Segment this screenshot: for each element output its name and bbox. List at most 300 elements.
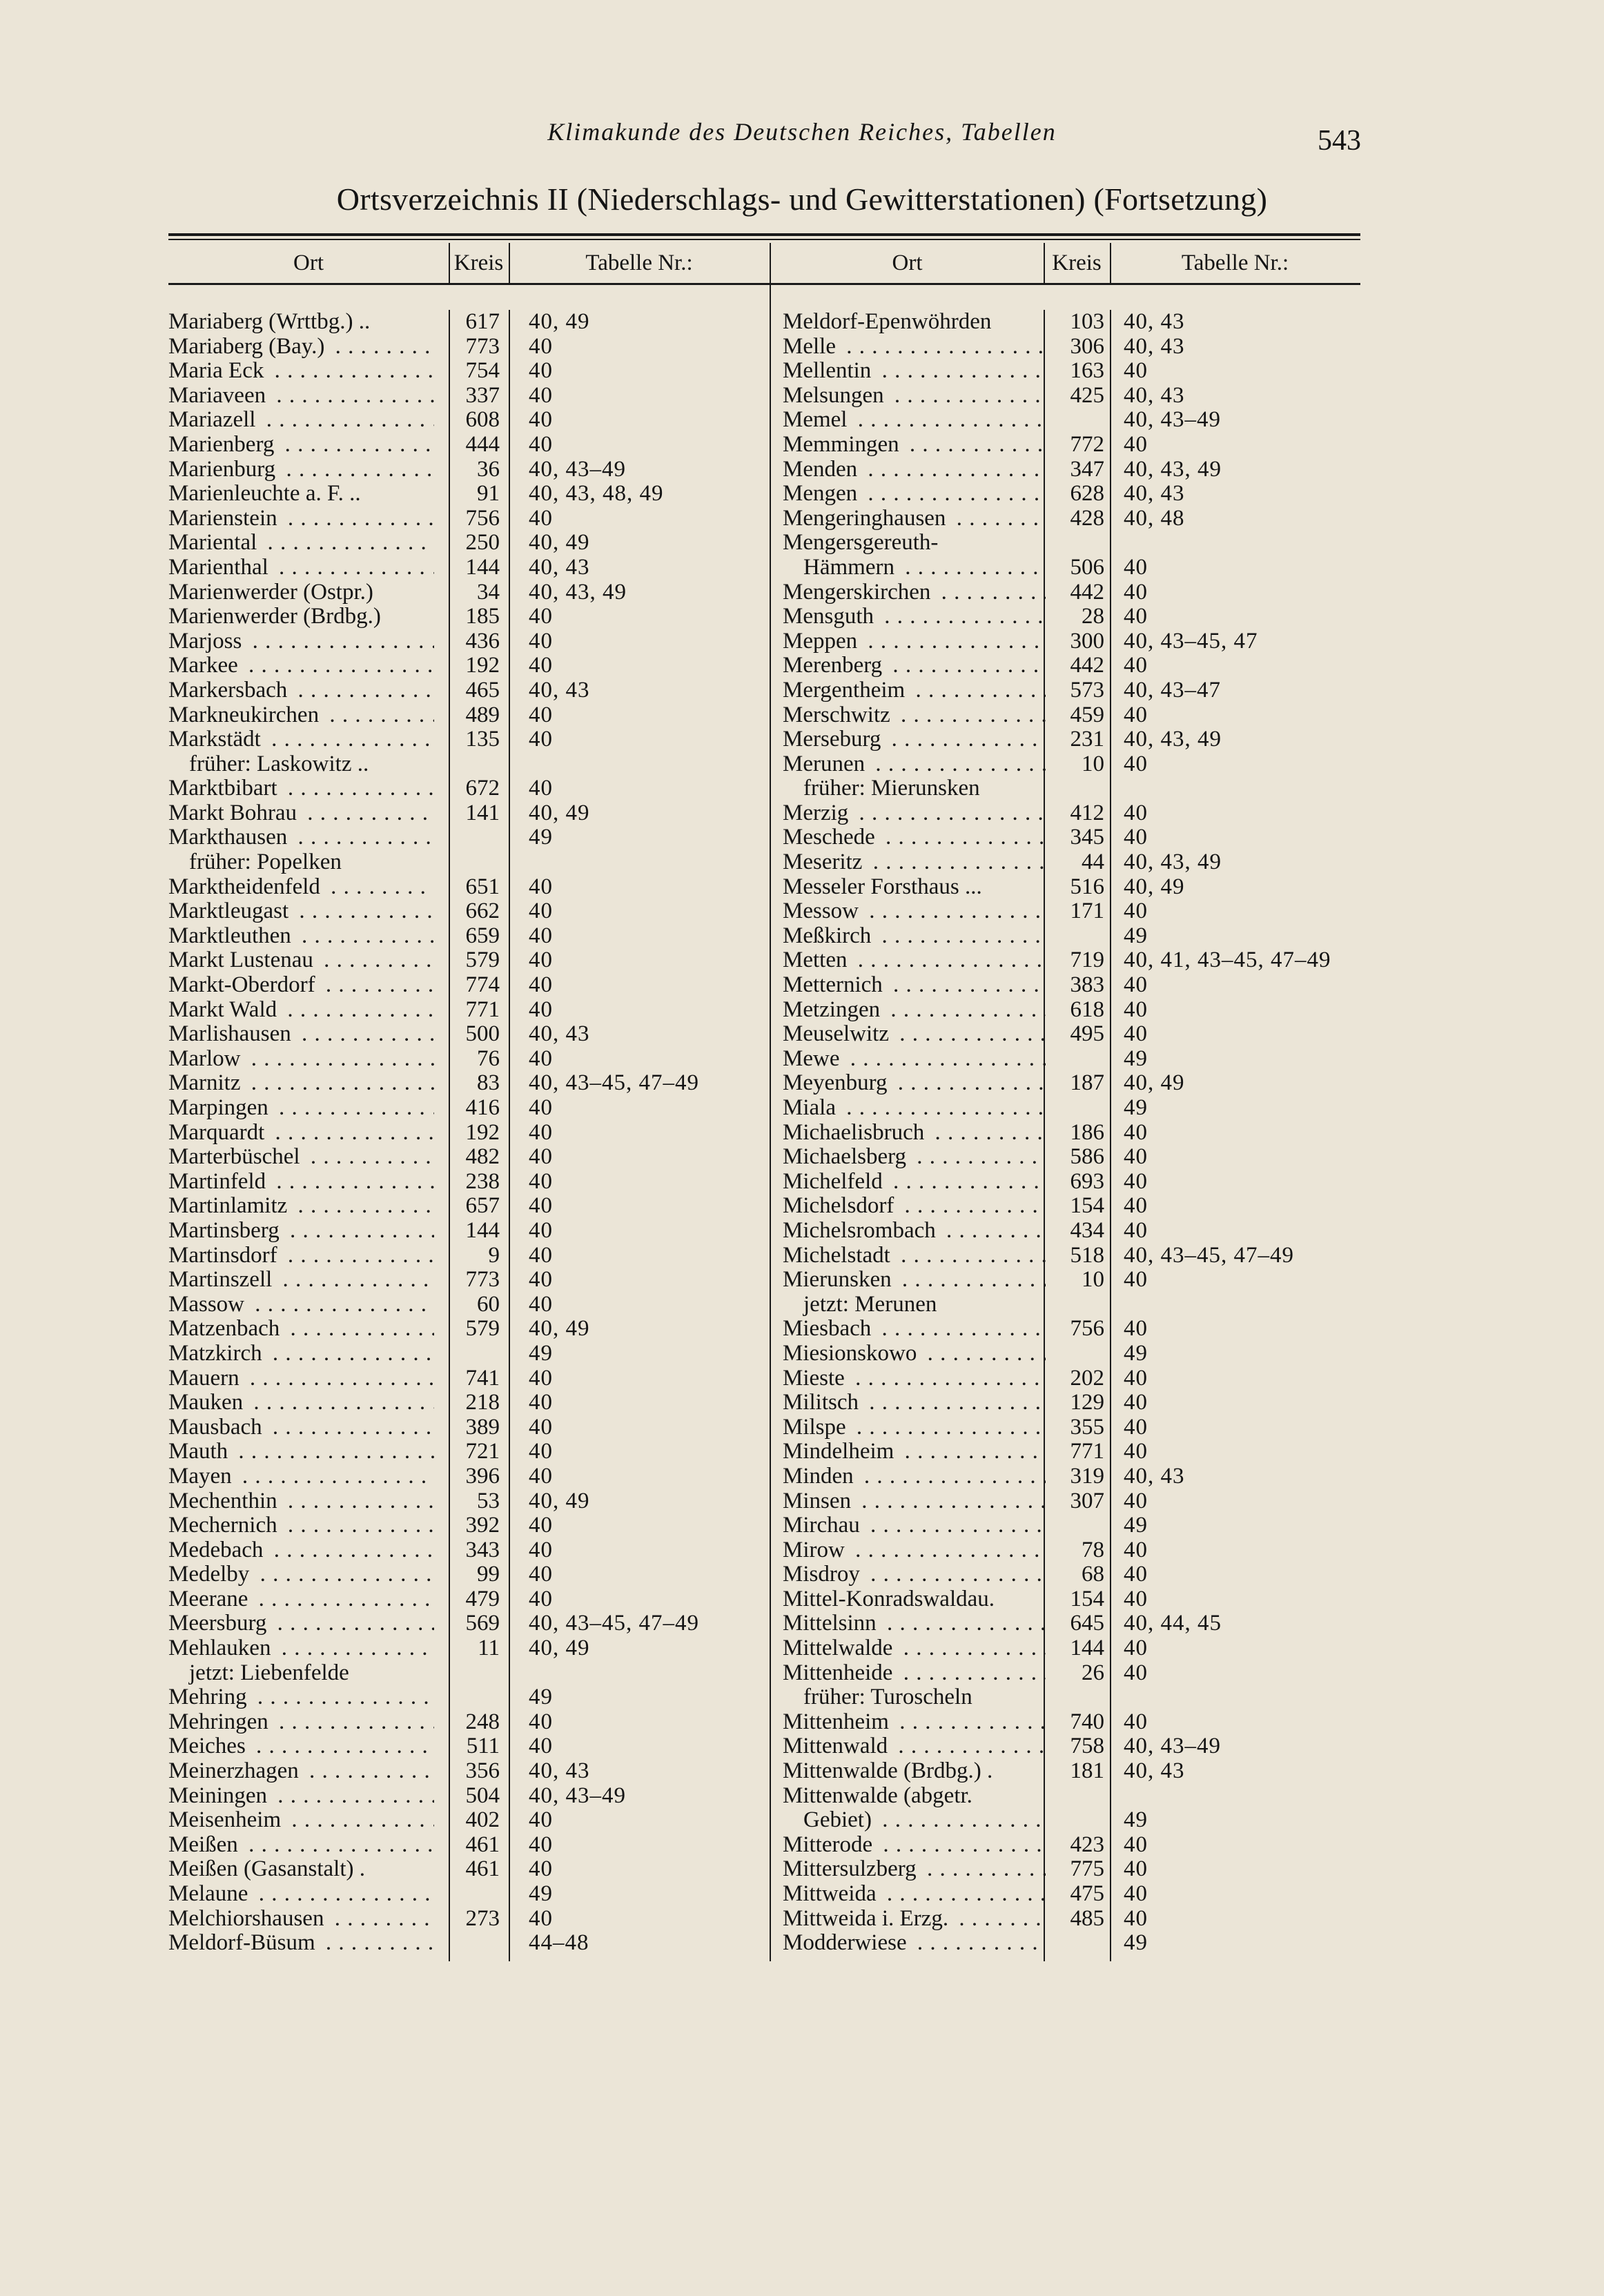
place-name: [168, 1784, 434, 1809]
place-name: [783, 384, 1046, 409]
place-name: [168, 1096, 434, 1121]
kreis-number: 218: [465, 1390, 500, 1415]
left-kreis-body-right: [509, 310, 510, 1961]
place-name-text: Mariental: [168, 531, 261, 555]
table-numbers: 40, 43, 49: [1124, 850, 1222, 875]
kreis-number: 248: [465, 1709, 500, 1734]
place-name-text: Marienwerder (Brdbg.): [168, 605, 385, 629]
place-name-text: Meppen: [783, 629, 861, 654]
kreis-number: 347: [1070, 456, 1104, 482]
place-name-text: früher: Turoscheln: [803, 1685, 977, 1709]
place-name-text: Mittersulzberg: [783, 1857, 921, 1881]
place-name-text: Meseritz: [783, 850, 866, 874]
place-name-text: Meisenheim: [168, 1808, 285, 1832]
place-name-text: Melsungen: [783, 384, 888, 408]
place-name-text: Marquardt: [168, 1121, 268, 1145]
place-name-text: Marienthal: [168, 556, 273, 580]
place-name-text: Menden: [783, 458, 861, 482]
place-name: [168, 948, 434, 973]
place-name-text: Marktheidenfeld: [168, 875, 324, 899]
place-name: [168, 1071, 434, 1096]
kreis-number: 506: [1070, 554, 1104, 580]
table-numbers: 40: [529, 1267, 553, 1293]
right-kreis-body-right: [1110, 310, 1111, 1961]
place-name-text: Mengersgereuth-: [783, 531, 942, 555]
table-numbers: 40: [1124, 1316, 1148, 1342]
kreis-number: 573: [1070, 677, 1104, 703]
place-name-text: Melle: [783, 335, 840, 359]
table-numbers: 40: [529, 431, 553, 457]
table-numbers: 49: [529, 1881, 553, 1906]
table-numbers: 40: [529, 358, 553, 384]
header-ort-right: Ort: [892, 251, 923, 275]
kreis-number: 171: [1070, 899, 1104, 924]
place-name-text: Miesbach: [783, 1317, 875, 1341]
place-name: [168, 1808, 434, 1833]
kreis-number: 672: [465, 776, 500, 801]
kreis-number: 645: [1070, 1611, 1104, 1636]
place-name-text: Mirow: [783, 1538, 849, 1562]
table-numbers: 40, 43: [1124, 481, 1185, 507]
place-name: [783, 335, 1046, 360]
place-name-text: Martinszell: [168, 1268, 276, 1292]
table-numbers: 40, 43: [1124, 1463, 1185, 1489]
place-name-text: Meißen (Gasanstalt) .: [168, 1857, 369, 1881]
place-name-text: Meerane: [168, 1587, 252, 1611]
place-name: [168, 1268, 434, 1293]
kreis-number: 425: [1070, 382, 1104, 408]
table-numbers: 40: [1124, 800, 1148, 825]
place-name-text: Mindelheim: [783, 1440, 898, 1464]
table-numbers: 40: [529, 776, 553, 801]
place-name: [168, 580, 434, 605]
kreis-number: 185: [465, 604, 500, 629]
place-name-text: Medebach: [168, 1538, 267, 1562]
table-numbers: 40: [529, 333, 553, 359]
place-name: [783, 825, 1046, 850]
place-name: [783, 1415, 1046, 1440]
kreis-number: 721: [465, 1439, 500, 1464]
place-name: [168, 605, 434, 629]
kreis-number: 475: [1070, 1881, 1104, 1906]
table-numbers: 40: [529, 1807, 553, 1833]
kreis-number: 383: [1070, 972, 1104, 998]
table-numbers: 40: [1124, 702, 1148, 727]
kreis-number: 34: [477, 579, 500, 605]
place-name-text: Mehring: [168, 1685, 251, 1709]
table-numbers: 40: [1124, 1119, 1148, 1145]
kreis-number: 343: [465, 1537, 500, 1562]
kreis-number: 154: [1070, 1193, 1104, 1219]
kreis-number: 163: [1070, 358, 1104, 384]
table-numbers: 40: [529, 1390, 553, 1415]
place-name-text: Massow: [168, 1293, 248, 1317]
table-numbers: 40: [529, 1414, 553, 1440]
table-numbers: 40: [529, 1537, 553, 1562]
kreis-number: 741: [465, 1365, 500, 1391]
kreis-number: 756: [465, 505, 500, 531]
kreis-number: 774: [465, 972, 500, 998]
place-name: [168, 801, 434, 826]
table-numbers: 40: [529, 1832, 553, 1857]
table-numbers: 40: [529, 1905, 553, 1931]
place-name-text: früher: Popelken: [189, 850, 346, 874]
place-name: [783, 1293, 1046, 1317]
place-name: [168, 335, 434, 360]
place-name: [168, 433, 434, 458]
place-name: [168, 1415, 434, 1440]
place-name-text: Marienstein: [168, 507, 282, 531]
table-numbers: 40: [1124, 1168, 1148, 1194]
kreis-number: 651: [465, 874, 500, 899]
kreis-number: 192: [465, 653, 500, 678]
kreis-number: 83: [477, 1070, 500, 1096]
place-name-text: Merzig: [783, 801, 852, 825]
kreis-number: 569: [465, 1611, 500, 1636]
place-name-text: Markstädt: [168, 727, 265, 752]
table-numbers: 40, 49: [529, 1636, 590, 1661]
table-numbers: 40: [529, 382, 553, 408]
place-name-text: Meiches: [168, 1734, 250, 1758]
table-numbers: 40: [1124, 1586, 1148, 1611]
kreis-number: 202: [1070, 1365, 1104, 1391]
place-name: [168, 1931, 434, 1956]
place-name: [168, 1047, 434, 1072]
table-numbers: 44–48: [529, 1930, 589, 1956]
place-name: [168, 1317, 434, 1342]
table-numbers: 40, 43: [1124, 382, 1185, 408]
table-numbers: 40, 49: [1124, 874, 1185, 899]
place-name: [783, 654, 1046, 678]
place-name: [783, 948, 1046, 973]
place-name-text: Mittenheim: [783, 1710, 893, 1734]
table-numbers: 40: [529, 997, 553, 1022]
table-numbers: 49: [1124, 1930, 1148, 1956]
table-numbers: 40: [1124, 1562, 1148, 1587]
kreis-number: 238: [465, 1168, 500, 1194]
place-name: [168, 1366, 434, 1391]
place-name-text: Maria Eck: [168, 359, 268, 383]
kreis-number: 773: [465, 333, 500, 359]
table-numbers: 40: [529, 653, 553, 678]
place-name-text: Merschwitz: [783, 703, 894, 727]
table-numbers: 49: [1124, 1046, 1148, 1071]
table-top-rule-thick: [168, 233, 1360, 236]
table-numbers: 40, 49: [529, 309, 590, 334]
place-name: [783, 605, 1046, 629]
kreis-number: 319: [1070, 1463, 1104, 1489]
place-name-text: Metternich: [783, 973, 887, 997]
table-numbers: 40, 43–47: [1124, 677, 1221, 703]
kreis-number: 461: [465, 1832, 500, 1857]
table-numbers: 40, 43: [529, 1758, 590, 1784]
place-name: [783, 973, 1046, 998]
place-name-text: Martinsdorf: [168, 1244, 282, 1268]
table-numbers: 40: [529, 505, 553, 531]
table-numbers: 40: [1124, 1905, 1148, 1931]
place-name-text: Michaelsberg: [783, 1145, 910, 1169]
kreis-number: 416: [465, 1095, 500, 1120]
place-name-text: Martinlamitz: [168, 1194, 291, 1218]
table-numbers: 40: [529, 899, 553, 924]
place-name-text: Markersbach: [168, 678, 291, 703]
table-numbers: 40: [529, 1217, 553, 1243]
kreis-number: 579: [465, 1316, 500, 1342]
place-name: [168, 1587, 434, 1612]
kreis-number: 628: [1070, 481, 1104, 507]
table-numbers: 49: [529, 825, 553, 850]
table-numbers: 40: [1124, 1267, 1148, 1293]
page-number: 543: [1318, 125, 1361, 157]
place-name: [168, 1636, 434, 1661]
table-numbers: 40, 43: [529, 1021, 590, 1047]
place-name: [168, 1661, 434, 1686]
table-numbers: 49: [1124, 1095, 1148, 1120]
place-name: [168, 1170, 434, 1195]
table-numbers: 40, 49: [1124, 1070, 1185, 1096]
place-name-text: Mieste: [783, 1366, 849, 1391]
place-name-text: Meuselwitz: [783, 1022, 893, 1046]
kreis-number: 754: [465, 358, 500, 384]
table-numbers: 40, 43: [1124, 333, 1185, 359]
kreis-number: 144: [465, 554, 500, 580]
place-name-text: Merseburg: [783, 727, 885, 752]
place-name: [168, 1342, 434, 1366]
table-title: Ortsverzeichnis II (Niederschlags- und Gewitterstationen) (Fortsetzung): [336, 181, 1268, 217]
table-numbers: 40, 43, 49: [1124, 456, 1222, 482]
place-name: [783, 1219, 1046, 1244]
kreis-number: 657: [465, 1193, 500, 1219]
place-name-text: Merunen: [783, 752, 869, 776]
table-numbers: 40, 43, 49: [1124, 727, 1222, 752]
place-name-text: Messeler Forsthaus ...: [783, 875, 986, 899]
table-numbers: 49: [529, 1340, 553, 1366]
place-name-text: Memmingen: [783, 433, 903, 457]
table-numbers: 49: [1124, 1513, 1148, 1538]
place-name-text: Milspe: [783, 1415, 850, 1440]
table-numbers: 40: [529, 1291, 553, 1317]
place-name-text: Misdroy: [783, 1562, 864, 1587]
running-title: Klimakunde des Deutschen Reiches, Tabellen: [547, 118, 1057, 146]
place-name-text: Modderwiese: [783, 1931, 911, 1955]
kreis-number: 489: [465, 702, 500, 727]
place-name-text: Melaune: [168, 1882, 252, 1906]
place-name: [783, 850, 1046, 875]
table-numbers: 49: [1124, 1807, 1148, 1833]
place-name: [783, 1096, 1046, 1121]
place-name-text: Mitterode: [783, 1833, 877, 1857]
place-name: [168, 556, 434, 580]
kreis-number: 402: [465, 1807, 500, 1833]
table-numbers: 40: [1124, 751, 1148, 776]
place-name-text: Marktbibart: [168, 776, 282, 801]
place-name-text: Mariazell: [168, 408, 260, 432]
table-numbers: 40: [529, 702, 553, 727]
place-name-text: Miesionskowo: [783, 1342, 921, 1366]
kreis-number: 459: [1070, 702, 1104, 727]
place-name-text: Mirchau: [783, 1513, 864, 1538]
table-numbers: 40, 43–49: [529, 1783, 626, 1808]
place-name: [168, 1219, 434, 1244]
place-name: [168, 1857, 434, 1882]
place-name-text: Hämmern: [803, 556, 899, 580]
table-numbers: 40, 44, 45: [1124, 1611, 1222, 1636]
place-name-text: Metten: [783, 948, 851, 972]
table-numbers: 40: [1124, 1832, 1148, 1857]
place-name: [783, 1857, 1046, 1882]
place-name: [783, 776, 1046, 801]
kreis-number: 181: [1070, 1758, 1104, 1784]
table-numbers: 40: [529, 1168, 553, 1194]
place-name: [783, 1170, 1046, 1195]
place-name-text: Mechenthin: [168, 1489, 282, 1513]
place-name: [168, 1513, 434, 1538]
table-numbers: 40, 43–45, 47–49: [1124, 1242, 1294, 1268]
place-name-text: Mariaberg (Bay.): [168, 335, 329, 359]
kreis-number: 129: [1070, 1390, 1104, 1415]
place-name: [783, 433, 1046, 458]
place-name-text: Mauern: [168, 1366, 244, 1391]
place-name: [168, 1759, 434, 1784]
table-numbers: 40: [529, 1513, 553, 1538]
place-name-text: Mensguth: [783, 605, 878, 629]
header-nr-right: Tabelle Nr.:: [1181, 251, 1289, 275]
place-name-text: Mittenwald: [783, 1734, 892, 1758]
table-numbers: 40: [529, 923, 553, 948]
table-numbers: 40: [1124, 1709, 1148, 1734]
kreis-number: 355: [1070, 1414, 1104, 1440]
header-kreis-left: Kreis: [453, 251, 504, 275]
place-name: [783, 507, 1046, 531]
place-name: [168, 654, 434, 678]
place-name-text: Militsch: [783, 1391, 863, 1415]
place-name-text: Mausbach: [168, 1415, 266, 1440]
table-numbers: 40, 43–49: [1124, 1734, 1221, 1759]
place-name-text: früher: Laskowitz ..: [189, 752, 373, 776]
table-numbers: 40, 49: [529, 1316, 590, 1342]
kreis-number: 307: [1070, 1488, 1104, 1513]
table-numbers: 40, 43: [1124, 309, 1185, 334]
place-name-text: Mierunsken: [783, 1268, 896, 1292]
place-name: [168, 1538, 434, 1563]
table-numbers: 40: [1124, 1488, 1148, 1513]
place-name: [783, 1244, 1046, 1268]
kreis-number: 772: [1070, 431, 1104, 457]
place-name-text: Martinfeld: [168, 1170, 270, 1194]
place-name: [783, 1268, 1046, 1293]
table-numbers: 40: [1124, 1414, 1148, 1440]
place-name-text: Meßkirch: [783, 924, 875, 948]
kreis-number: 10: [1082, 1267, 1104, 1293]
place-name-text: Marienwerder (Ostpr.): [168, 580, 378, 605]
kreis-number: 44: [1082, 850, 1104, 875]
place-name-text: Michelfeld: [783, 1170, 887, 1194]
kreis-number: 442: [1070, 579, 1104, 605]
place-name: [783, 359, 1046, 384]
place-name: [168, 1611, 434, 1636]
place-name: [783, 678, 1046, 703]
kreis-number: 428: [1070, 505, 1104, 531]
table-numbers: 40: [529, 1586, 553, 1611]
place-name-text: Merenberg: [783, 654, 886, 678]
table-numbers: 40: [1124, 825, 1148, 850]
place-name: [783, 1194, 1046, 1219]
place-name: [783, 703, 1046, 728]
table-numbers: 40, 49: [529, 1488, 590, 1513]
kreis-number: 78: [1082, 1537, 1104, 1562]
place-name-text: Markt Bohrau: [168, 801, 301, 825]
place-name-text: Markthausen: [168, 825, 291, 850]
table-numbers: 40, 43, 48, 49: [529, 481, 664, 507]
kreis-number: 389: [465, 1414, 500, 1440]
place-name-text: Mengeringhausen: [783, 507, 950, 531]
place-name: [168, 1391, 434, 1415]
place-name: [168, 310, 434, 335]
place-name: [783, 998, 1046, 1023]
kreis-number: 771: [465, 997, 500, 1022]
kreis-number: 579: [465, 948, 500, 973]
place-name: [783, 1022, 1046, 1047]
table-numbers: 40: [1124, 358, 1148, 384]
table-numbers: 40: [529, 1095, 553, 1120]
table-numbers: 40: [529, 1119, 553, 1145]
place-name: [168, 924, 434, 949]
place-name: [783, 1784, 1046, 1809]
place-name: [168, 507, 434, 531]
table-numbers: 40: [529, 1709, 553, 1734]
table-numbers: 40: [1124, 431, 1148, 457]
table-numbers: 40: [1124, 1856, 1148, 1882]
kreis-number: 9: [488, 1242, 500, 1268]
place-name-text: Mariaveen: [168, 384, 270, 408]
place-name: [783, 1661, 1046, 1686]
kreis-number: 10: [1082, 751, 1104, 776]
kreis-number: 76: [477, 1046, 500, 1071]
table-numbers: 40: [529, 1439, 553, 1464]
table-numbers: 40: [529, 1193, 553, 1219]
place-name: [168, 1685, 434, 1710]
table-numbers: 40: [1124, 1217, 1148, 1243]
table-numbers: 40, 43–45, 47: [1124, 628, 1258, 654]
kreis-number: 617: [465, 309, 500, 334]
place-name-text: Michelstadt: [783, 1244, 894, 1268]
place-name-text: Mariaberg (Wrttbg.) ..: [168, 310, 374, 334]
table-numbers: 40: [529, 727, 553, 752]
place-name-text: Meldorf-Epenwöhrden: [783, 310, 995, 334]
place-name: [168, 973, 434, 998]
place-name: [783, 1907, 1046, 1932]
place-name: [783, 1587, 1046, 1612]
table-numbers: 40, 43–49: [1124, 407, 1221, 433]
place-name: [168, 727, 434, 752]
table-numbers: 40, 43: [529, 677, 590, 703]
table-numbers: 40: [529, 972, 553, 998]
kreis-number: 186: [1070, 1119, 1104, 1145]
kreis-number: 442: [1070, 653, 1104, 678]
place-name: [168, 1710, 434, 1735]
kreis-number: 659: [465, 923, 500, 948]
place-name-text: Martinsberg: [168, 1219, 284, 1243]
place-name-text: Meldorf-Büsum: [168, 1931, 320, 1955]
place-name-text: Minden: [783, 1464, 858, 1489]
kreis-number: 36: [477, 456, 500, 482]
kreis-number: 68: [1082, 1562, 1104, 1587]
table-numbers: 40: [1124, 1365, 1148, 1391]
place-name-text: Matzenbach: [168, 1317, 284, 1341]
place-name-text: Marterbüschel: [168, 1145, 304, 1169]
place-name: [783, 1931, 1046, 1956]
place-name: [168, 1440, 434, 1464]
